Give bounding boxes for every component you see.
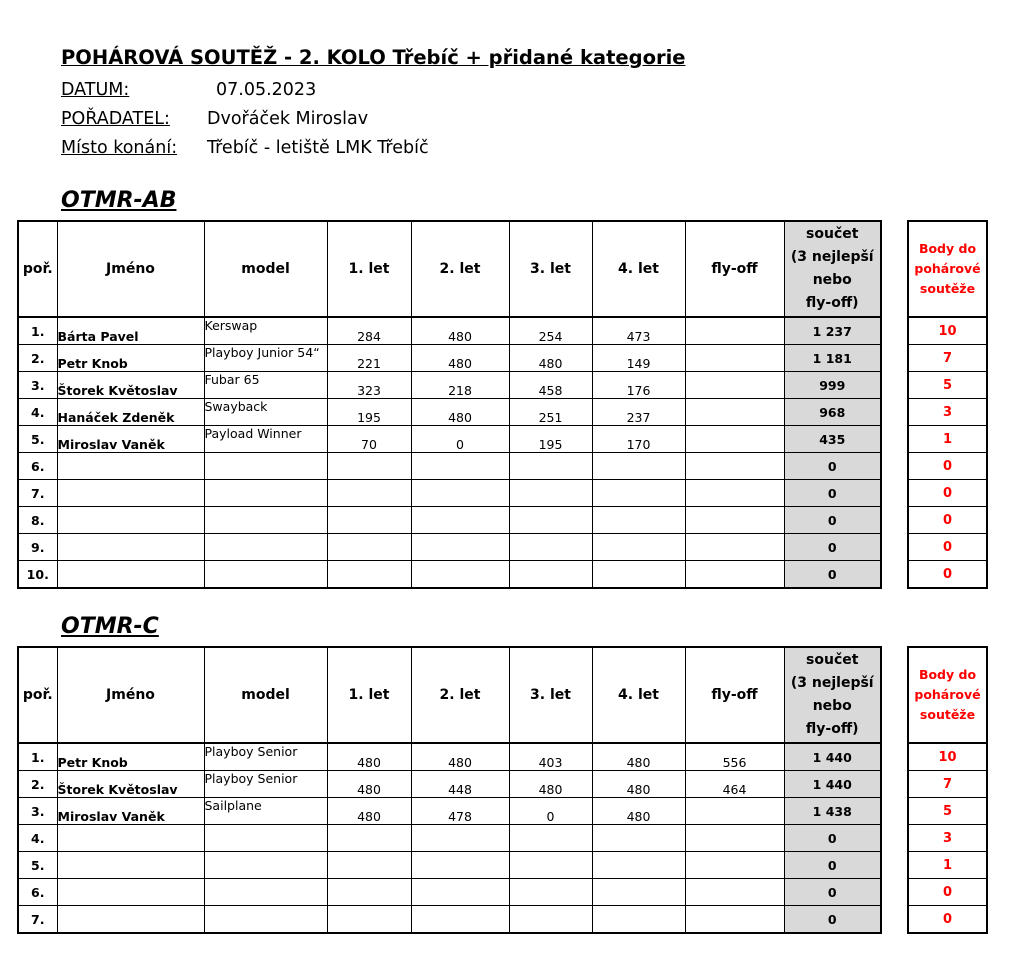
col-header-flight-3: 3. let	[509, 221, 592, 317]
table-row	[908, 453, 987, 480]
flyoff-cell	[685, 534, 784, 561]
competitor-name-cell	[57, 507, 204, 534]
position-cell: 2.	[18, 345, 57, 372]
flight-1-cell: 284	[327, 317, 411, 345]
flight-1-cell	[327, 507, 411, 534]
sum-header-line: nebo	[812, 698, 852, 714]
col-header-flight-3: 3. let	[509, 647, 592, 743]
flight-4-cell: 480	[592, 798, 685, 825]
position-cell: 9.	[18, 534, 57, 561]
venue-line	[61, 138, 429, 158]
flight-3-cell: 480	[509, 771, 592, 798]
table-row	[908, 771, 987, 798]
competitor-name-cell: Petr Knob	[57, 345, 204, 372]
table-row	[18, 480, 881, 507]
flight-2-cell: 480	[411, 317, 509, 345]
flight-1-cell	[327, 453, 411, 480]
competitor-name-cell: Štorek Květoslav	[57, 771, 204, 798]
points-header-line: Body do	[918, 667, 977, 682]
table-row	[908, 317, 987, 345]
organizer-value: Dvořáček Miroslav	[207, 109, 369, 129]
competitor-name-cell	[57, 480, 204, 507]
competitor-name-cell	[57, 561, 204, 589]
sum-cell: 0	[784, 906, 881, 934]
flight-3-cell: 195	[509, 426, 592, 453]
position-cell: 8.	[18, 507, 57, 534]
competitor-name-cell: Miroslav Vaněk	[57, 426, 204, 453]
position-cell: 5.	[18, 852, 57, 879]
flight-4-cell	[592, 852, 685, 879]
position-cell: 4.	[18, 399, 57, 426]
position-cell: 6.	[18, 879, 57, 906]
flight-2-cell: 478	[411, 798, 509, 825]
flight-2-cell	[411, 453, 509, 480]
flyoff-cell	[685, 879, 784, 906]
flight-2-cell	[411, 534, 509, 561]
flight-1-cell	[327, 534, 411, 561]
col-header-flight-1: 1. let	[327, 647, 411, 743]
points-header-line: Body do	[918, 241, 977, 256]
flight-1-cell: 480	[327, 771, 411, 798]
table-row	[908, 906, 987, 934]
model-cell: Swayback	[204, 399, 327, 426]
flight-3-cell	[509, 852, 592, 879]
cup-points-cell: 0	[908, 906, 987, 934]
flight-1-cell	[327, 852, 411, 879]
date-label: DATUM:	[61, 80, 130, 100]
cup-points-cell: 0	[908, 507, 987, 534]
model-cell	[204, 825, 327, 852]
flight-4-cell: 149	[592, 345, 685, 372]
sum-cell: 0	[784, 453, 881, 480]
sum-header-line: součet	[806, 226, 859, 242]
sum-cell: 0	[784, 480, 881, 507]
model-cell	[204, 507, 327, 534]
flight-1-cell: 480	[327, 798, 411, 825]
model-cell: Playboy Junior 54“	[204, 345, 327, 372]
cup-points-cell: 0	[908, 453, 987, 480]
sum-header-line: fly-off)	[805, 295, 859, 311]
model-cell	[204, 453, 327, 480]
cup-points-cell: 7	[908, 771, 987, 798]
competitor-name-cell: Hanáček Zdeněk	[57, 399, 204, 426]
flight-3-cell	[509, 561, 592, 589]
venue-label: Místo konání:	[61, 138, 178, 158]
sum-cell: 968	[784, 399, 881, 426]
results-table-otmr-ab	[17, 220, 882, 589]
points-table-otmr-c	[907, 646, 988, 934]
points-header-line: soutěže	[919, 281, 976, 296]
cup-points-cell: 0	[908, 534, 987, 561]
competitor-name-cell: Štorek Květoslav	[57, 372, 204, 399]
model-cell: Playboy Senior	[204, 743, 327, 771]
competitor-name-cell: Petr Knob	[57, 743, 204, 771]
position-cell: 7.	[18, 906, 57, 934]
table-row	[908, 426, 987, 453]
results-table-otmr-c	[17, 646, 882, 934]
col-header-flight-2: 2. let	[411, 647, 509, 743]
flight-1-cell	[327, 906, 411, 934]
flight-3-cell: 254	[509, 317, 592, 345]
flight-3-cell	[509, 906, 592, 934]
flyoff-cell	[685, 561, 784, 589]
sum-header-line: součet	[806, 652, 859, 668]
cup-points-cell: 0	[908, 561, 987, 589]
sum-cell: 435	[784, 426, 881, 453]
flight-1-cell	[327, 561, 411, 589]
sum-cell: 1 440	[784, 743, 881, 771]
flyoff-cell	[685, 798, 784, 825]
position-cell: 3.	[18, 798, 57, 825]
sum-cell: 1 440	[784, 771, 881, 798]
flight-4-cell: 480	[592, 771, 685, 798]
model-cell: Kerswap	[204, 317, 327, 345]
model-cell: Fubar 65	[204, 372, 327, 399]
flight-1-cell	[327, 879, 411, 906]
model-cell: Sailplane	[204, 798, 327, 825]
col-header-pos: poř.	[18, 221, 57, 317]
sum-cell: 0	[784, 534, 881, 561]
flight-3-cell: 458	[509, 372, 592, 399]
flight-3-cell: 251	[509, 399, 592, 426]
flight-3-cell: 403	[509, 743, 592, 771]
flyoff-cell: 556	[685, 743, 784, 771]
table-row	[18, 507, 881, 534]
position-cell: 5.	[18, 426, 57, 453]
table-row	[908, 372, 987, 399]
model-cell: Playboy Senior	[204, 771, 327, 798]
sum-header-line: nebo	[812, 272, 852, 288]
model-cell: Payload Winner	[204, 426, 327, 453]
cup-points-cell: 1	[908, 426, 987, 453]
cup-points-cell: 0	[908, 480, 987, 507]
table-row	[908, 879, 987, 906]
table-row	[908, 852, 987, 879]
position-cell: 2.	[18, 771, 57, 798]
model-cell	[204, 534, 327, 561]
organizer-label: POŘADATEL:	[61, 109, 170, 129]
flyoff-cell	[685, 453, 784, 480]
table-row	[18, 534, 881, 561]
table-row	[18, 852, 881, 879]
sum-cell: 0	[784, 825, 881, 852]
table-row	[908, 345, 987, 372]
position-cell: 3.	[18, 372, 57, 399]
points-header-line: soutěže	[919, 707, 976, 722]
cup-points-cell: 5	[908, 798, 987, 825]
flight-3-cell	[509, 453, 592, 480]
flight-4-cell: 473	[592, 317, 685, 345]
col-header-sum	[784, 221, 881, 317]
table-row	[18, 561, 881, 589]
points-header-line: pohárové	[914, 687, 981, 702]
model-cell	[204, 480, 327, 507]
table-row	[18, 798, 881, 825]
table-row	[908, 798, 987, 825]
flight-2-cell	[411, 480, 509, 507]
col-header-flight-4: 4. let	[592, 221, 685, 317]
flight-4-cell: 480	[592, 743, 685, 771]
flyoff-cell	[685, 507, 784, 534]
flight-1-cell: 195	[327, 399, 411, 426]
flight-2-cell	[411, 906, 509, 934]
cup-points-cell: 0	[908, 879, 987, 906]
competitor-name-cell	[57, 879, 204, 906]
col-header-sum	[784, 647, 881, 743]
table-row	[18, 743, 881, 771]
flight-1-cell	[327, 480, 411, 507]
model-cell	[204, 561, 327, 589]
flight-3-cell	[509, 507, 592, 534]
competitor-name-cell	[57, 825, 204, 852]
model-cell	[204, 879, 327, 906]
points-header-line: pohárové	[914, 261, 981, 276]
table-row	[18, 879, 881, 906]
position-cell: 1.	[18, 743, 57, 771]
sum-header-line: fly-off)	[805, 721, 859, 737]
flight-4-cell: 170	[592, 426, 685, 453]
organizer-line	[61, 109, 368, 129]
position-cell: 4.	[18, 825, 57, 852]
competitor-name-cell	[57, 852, 204, 879]
competitor-name-cell: Bárta Pavel	[57, 317, 204, 345]
table-row	[908, 399, 987, 426]
flight-3-cell: 0	[509, 798, 592, 825]
sum-cell: 999	[784, 372, 881, 399]
col-header-points	[908, 221, 987, 317]
date-value: 07.05.2023	[216, 80, 317, 100]
flight-4-cell	[592, 480, 685, 507]
flyoff-cell	[685, 480, 784, 507]
sum-cell: 0	[784, 507, 881, 534]
cup-points-cell: 7	[908, 345, 987, 372]
col-header-name: Jméno	[57, 221, 204, 317]
sum-cell: 1 181	[784, 345, 881, 372]
col-header-flight-2: 2. let	[411, 221, 509, 317]
competitor-name-cell	[57, 453, 204, 480]
col-header-points	[908, 647, 987, 743]
flyoff-cell	[685, 426, 784, 453]
flyoff-cell	[685, 372, 784, 399]
col-header-pos: poř.	[18, 647, 57, 743]
cup-points-cell: 3	[908, 399, 987, 426]
col-header-flight-1: 1. let	[327, 221, 411, 317]
competitor-name-cell	[57, 906, 204, 934]
table-row	[18, 453, 881, 480]
col-header-flight-4: 4. let	[592, 647, 685, 743]
flight-4-cell: 176	[592, 372, 685, 399]
flight-4-cell	[592, 561, 685, 589]
flight-2-cell	[411, 852, 509, 879]
table-row	[908, 507, 987, 534]
position-cell: 10.	[18, 561, 57, 589]
flight-1-cell	[327, 825, 411, 852]
sum-header-line: (3 nejlepší	[790, 249, 874, 265]
sum-cell: 0	[784, 561, 881, 589]
table-row	[18, 906, 881, 934]
position-cell: 7.	[18, 480, 57, 507]
competitor-name-cell	[57, 534, 204, 561]
flyoff-cell	[685, 825, 784, 852]
cup-points-cell: 3	[908, 825, 987, 852]
table-row	[18, 426, 881, 453]
table-row	[18, 399, 881, 426]
position-cell: 6.	[18, 453, 57, 480]
table-row	[908, 534, 987, 561]
flight-1-cell: 323	[327, 372, 411, 399]
flight-4-cell	[592, 507, 685, 534]
flight-4-cell	[592, 879, 685, 906]
col-header-flyoff: fly-off	[685, 221, 784, 317]
table-row	[18, 372, 881, 399]
table-row	[18, 825, 881, 852]
flyoff-cell	[685, 852, 784, 879]
flight-4-cell	[592, 534, 685, 561]
points-table-otmr-ab	[907, 220, 988, 589]
col-header-name: Jméno	[57, 647, 204, 743]
flight-2-cell: 480	[411, 743, 509, 771]
flight-2-cell: 218	[411, 372, 509, 399]
cup-points-cell: 10	[908, 743, 987, 771]
col-header-flyoff: fly-off	[685, 647, 784, 743]
flyoff-cell	[685, 345, 784, 372]
sum-cell: 1 438	[784, 798, 881, 825]
flight-2-cell	[411, 561, 509, 589]
flight-3-cell: 480	[509, 345, 592, 372]
date-line	[61, 80, 316, 100]
flight-2-cell: 448	[411, 771, 509, 798]
flight-3-cell	[509, 879, 592, 906]
flight-1-cell: 70	[327, 426, 411, 453]
flyoff-cell	[685, 399, 784, 426]
sum-cell: 0	[784, 879, 881, 906]
flight-2-cell	[411, 879, 509, 906]
flight-3-cell	[509, 534, 592, 561]
venue-value: Třebíč - letiště LMK Třebíč	[207, 138, 429, 158]
model-cell	[204, 852, 327, 879]
flight-4-cell	[592, 906, 685, 934]
table-row	[18, 345, 881, 372]
sum-header-line: (3 nejlepší	[790, 675, 874, 691]
flight-1-cell: 480	[327, 743, 411, 771]
flyoff-cell	[685, 317, 784, 345]
sum-cell: 1 237	[784, 317, 881, 345]
flight-4-cell: 237	[592, 399, 685, 426]
model-cell	[204, 906, 327, 934]
cup-points-cell: 10	[908, 317, 987, 345]
flight-4-cell	[592, 825, 685, 852]
flight-3-cell	[509, 825, 592, 852]
document-title: POHÁROVÁ SOUTĚŽ - 2. KOLO Třebíč + přidané kategorie	[61, 46, 686, 69]
sum-cell: 0	[784, 852, 881, 879]
flight-2-cell: 480	[411, 345, 509, 372]
flight-1-cell: 221	[327, 345, 411, 372]
section-title-otmr-ab: OTMR-AB	[61, 188, 177, 213]
flight-2-cell	[411, 825, 509, 852]
position-cell: 1.	[18, 317, 57, 345]
cup-points-cell: 5	[908, 372, 987, 399]
flight-4-cell	[592, 453, 685, 480]
competitor-name-cell: Miroslav Vaněk	[57, 798, 204, 825]
col-header-model: model	[204, 221, 327, 317]
table-row	[18, 771, 881, 798]
col-header-model: model	[204, 647, 327, 743]
table-row	[18, 317, 881, 345]
flight-2-cell	[411, 507, 509, 534]
flight-2-cell: 480	[411, 399, 509, 426]
flight-3-cell	[509, 480, 592, 507]
table-row	[908, 480, 987, 507]
flight-2-cell: 0	[411, 426, 509, 453]
table-row	[908, 561, 987, 589]
table-row	[908, 743, 987, 771]
table-row	[908, 825, 987, 852]
flyoff-cell	[685, 906, 784, 934]
cup-points-cell: 1	[908, 852, 987, 879]
section-title-otmr-c: OTMR-C	[61, 614, 159, 639]
flyoff-cell: 464	[685, 771, 784, 798]
